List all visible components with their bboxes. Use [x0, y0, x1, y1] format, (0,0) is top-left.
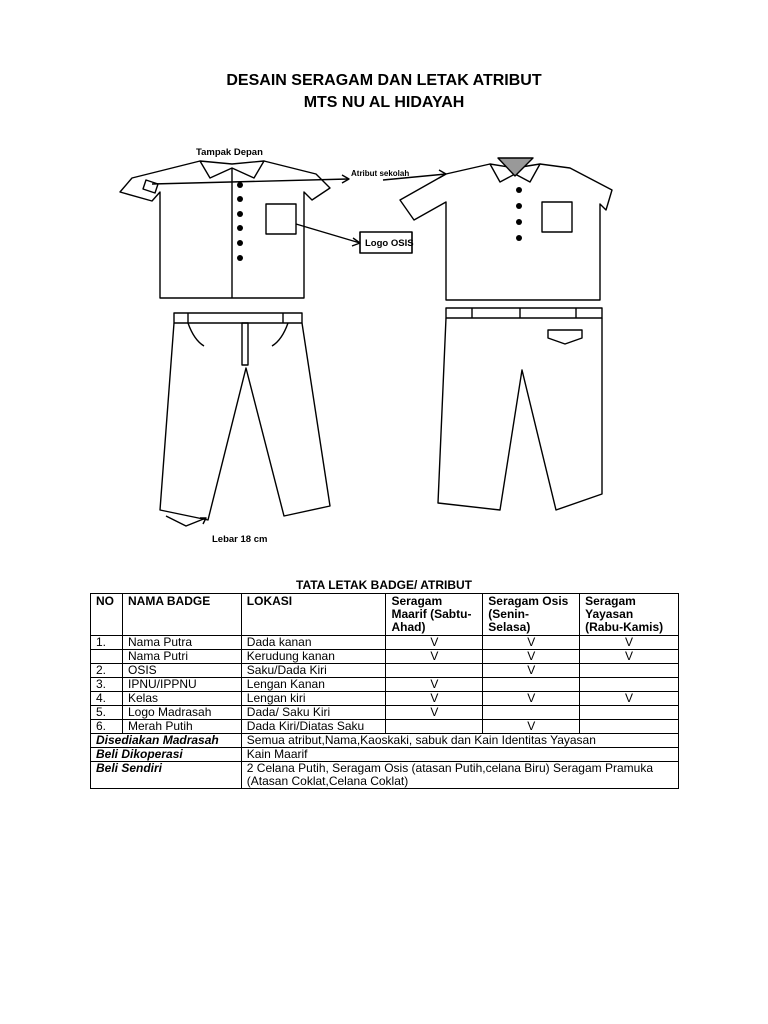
table-row: [91, 636, 679, 650]
width-label: Lebar 18 cm: [212, 534, 268, 545]
osis-logo-label: Logo OSIS: [365, 238, 414, 249]
left-shirt-buttons: [237, 182, 243, 261]
front-view-label: Tampak Depan: [196, 147, 263, 158]
cell-name: Nama Putri: [122, 650, 241, 664]
note-label: Beli Dikoperasi: [91, 748, 242, 762]
cell-osis: V: [483, 650, 580, 664]
cell-maarif: V: [386, 706, 483, 720]
header-no: NO: [91, 594, 123, 636]
note-label: Disediakan Madrasah: [91, 734, 242, 748]
header-osis: Seragam Osis (Senin- Selasa): [483, 594, 580, 636]
header-maarif: Seragam Maarif (Sabtu- Ahad): [386, 594, 483, 636]
cell-maarif: V: [386, 650, 483, 664]
cell-name: OSIS: [122, 664, 241, 678]
cell-location: Saku/Dada Kiri: [241, 664, 386, 678]
table-row: [91, 692, 679, 706]
header-location: LOKASI: [241, 594, 386, 636]
table-title: TATA LETAK BADGE/ ATRIBUT: [296, 578, 472, 592]
cell-osis: V: [483, 664, 580, 678]
cell-name: Kelas: [122, 692, 241, 706]
cell-yayasan: [580, 720, 679, 734]
left-pants: [160, 313, 330, 520]
table-row: [91, 706, 679, 720]
badge-layout-table: [90, 593, 679, 789]
cell-location: Kerudung kanan: [241, 650, 386, 664]
cell-no: [91, 650, 123, 664]
note-row: [91, 734, 679, 748]
cell-yayasan: [580, 678, 679, 692]
table-header-row: [91, 594, 679, 636]
cell-osis: [483, 678, 580, 692]
note-row: [91, 748, 679, 762]
document-subtitle: MTS NU AL HIDAYAH: [303, 94, 465, 111]
cell-no: 2.: [91, 664, 123, 678]
left-shirt-pocket: [266, 204, 296, 234]
cell-name: Nama Putra: [122, 636, 241, 650]
cell-location: Dada/ Saku Kiri: [241, 706, 386, 720]
cell-maarif: V: [386, 636, 483, 650]
note-value: 2 Celana Putih, Seragam Osis (atasan Putih,celana Biru) Seragam Pramuka (Atasan Coklat,Celana Coklat): [241, 762, 678, 789]
table-row: [91, 678, 679, 692]
table-row: [91, 720, 679, 734]
uniform-illustration: [108, 128, 656, 558]
cell-location: Dada Kiri/Diatas Saku: [241, 720, 386, 734]
cell-name: Logo Madrasah: [122, 706, 241, 720]
cell-osis: V: [483, 720, 580, 734]
cell-location: Lengan Kanan: [241, 678, 386, 692]
cell-maarif: V: [386, 678, 483, 692]
right-shirt-buttons: [516, 187, 522, 241]
cell-yayasan: [580, 664, 679, 678]
right-pants-back-pocket: [548, 330, 582, 344]
cell-no: 6.: [91, 720, 123, 734]
left-pants-fly: [242, 323, 248, 365]
note-label: Beli Sendiri: [91, 762, 242, 789]
table-row: [91, 650, 679, 664]
cell-maarif: [386, 664, 483, 678]
left-shirt-sleeve-badge: [143, 180, 158, 193]
cell-location: Lengan kiri: [241, 692, 386, 706]
cell-osis: V: [483, 636, 580, 650]
attribute-arrow: [152, 179, 348, 184]
cell-no: 4.: [91, 692, 123, 706]
cell-maarif: V: [386, 692, 483, 706]
note-value: Kain Maarif: [241, 748, 678, 762]
right-shirt: [400, 158, 612, 300]
cell-name: IPNU/IPPNU: [122, 678, 241, 692]
cell-no: 3.: [91, 678, 123, 692]
school-attribute-label: Atribut sekolah: [351, 169, 410, 178]
cell-no: 1.: [91, 636, 123, 650]
note-value: Semua atribut,Nama,Kaoskaki, sabuk dan Kain Identitas Yayasan: [241, 734, 678, 748]
cell-no: 5.: [91, 706, 123, 720]
cell-yayasan: V: [580, 650, 679, 664]
cell-yayasan: [580, 706, 679, 720]
cell-yayasan: V: [580, 636, 679, 650]
cell-osis: V: [483, 692, 580, 706]
cell-name: Merah Putih: [122, 720, 241, 734]
cell-osis: [483, 706, 580, 720]
header-yayasan: Seragam Yayasan (Rabu-Kamis): [580, 594, 679, 636]
note-row: [91, 762, 679, 789]
logo-osis-arrow: [296, 224, 360, 243]
table-row: [91, 664, 679, 678]
document-title: DESAIN SERAGAM DAN LETAK ATRIBUT: [226, 72, 542, 89]
right-pants: [438, 308, 602, 510]
cell-location: Dada kanan: [241, 636, 386, 650]
cell-maarif: [386, 720, 483, 734]
cell-yayasan: V: [580, 692, 679, 706]
right-shirt-pocket: [542, 202, 572, 232]
header-name: NAMA BADGE: [122, 594, 241, 636]
